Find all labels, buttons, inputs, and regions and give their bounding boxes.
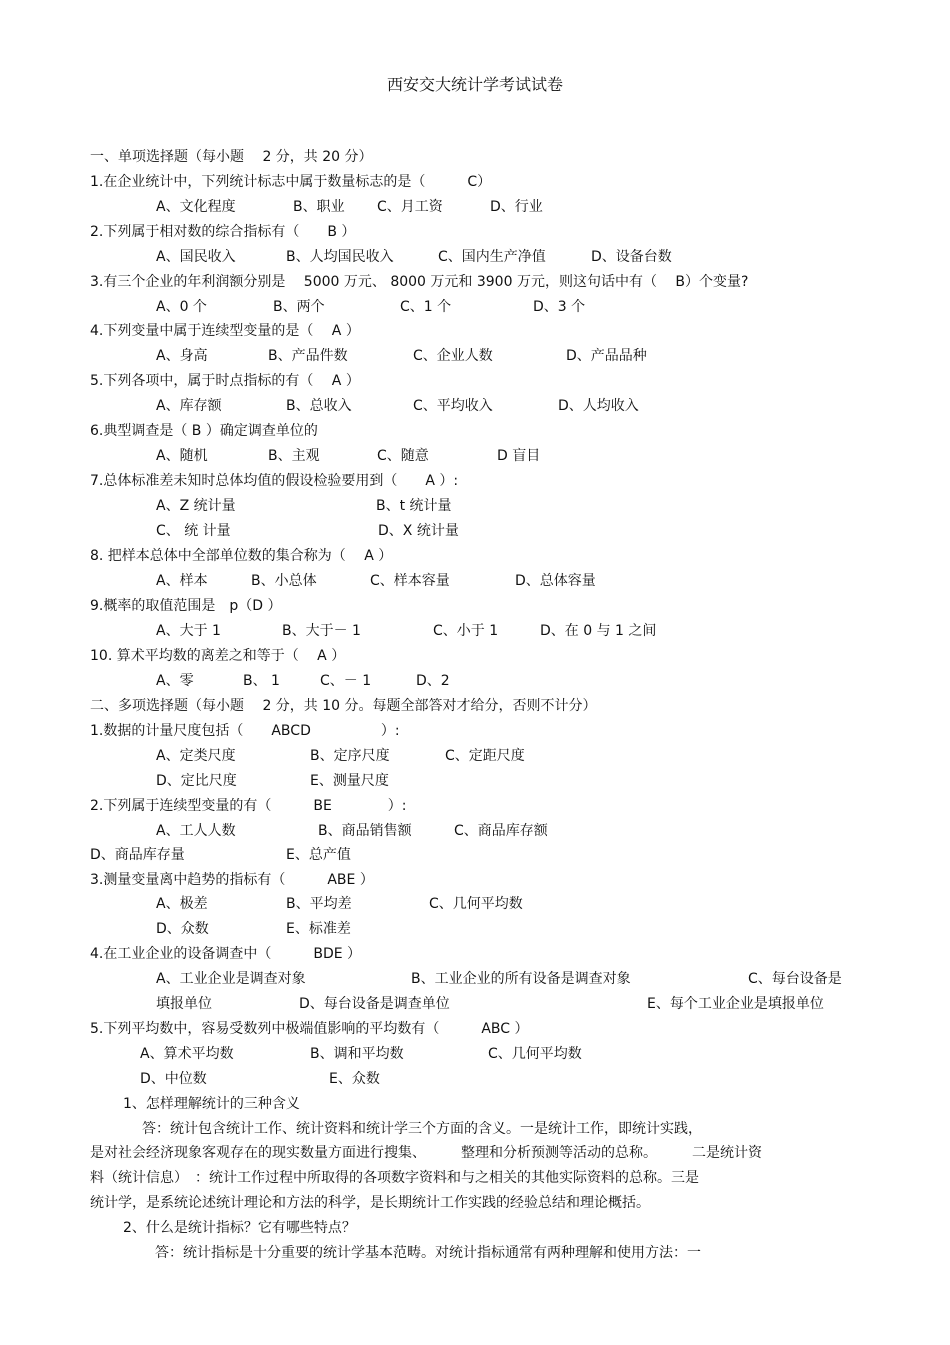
answer-option: B、商品销售额 [318,823,412,839]
answer-option: B、平均差 [286,896,352,912]
answer-option: B、 1 [243,673,280,689]
text-line: 一、单项选择题（每小题 2 分，共 20 分） [90,149,373,165]
answer-option: B、大于－ 1 [282,623,361,639]
answer-option: E、总产值 [286,847,351,863]
answer-option: B、工业企业的所有设备是调查对象 [411,971,631,987]
text-line: 6.典型调查是（ B ）确定调查单位的 [90,423,318,439]
answer-option: C、几何平均数 [488,1046,582,1062]
text-line: 2.下列属于相对数的综合指标有（ B ） [90,224,356,240]
answer-option: D、产品品种 [566,348,647,364]
text-line: 9.概率的取值范围是 p（D ） [90,598,282,614]
text-line: 是对社会经济现象客观存在的现实数量方面进行搜集、 整理和分析预测等活动的总称。 二是统计资 [90,1145,762,1161]
answer-option: C、企业人数 [413,348,493,364]
answer-option: B、职业 [293,199,345,215]
answer-option: E、标准差 [286,921,351,937]
answer-option: C、小于 1 [433,623,499,639]
answer-option: A、算术平均数 [140,1046,234,1062]
text-line: 二、多项选择题（每小题 2 分，共 10 分。每题全部答对才给分，否则不计分） [90,698,597,714]
answer-option: A、随机 [156,448,208,464]
answer-option: B、总收入 [286,398,352,414]
answer-option: D、行业 [490,199,543,215]
text-line: 答：统计指标是十分重要的统计学基本范畴。对统计指标通常有两种理解和使用方法：一 [155,1245,701,1261]
text-line: 3.有三个企业的年利润额分别是 5000 万元、 8000 万元和 3900 万元，则这句话中有（ B）个变量? [90,274,749,290]
text-line: 4.在工业企业的设备调查中（ BDE ） [90,946,362,962]
answer-option: D、在 0 与 1 之间 [540,623,657,639]
answer-option: D、X 统计量 [378,523,459,539]
answer-option: A、样本 [156,573,208,589]
text-line: 2、什么是统计指标？它有哪些特点？ [123,1220,356,1236]
answer-option: C、 统 计量 [156,523,231,539]
answer-option: B、人均国民收入 [286,249,394,265]
answer-option: D、设备台数 [591,249,672,265]
answer-option: A、身高 [156,348,208,364]
text-line: 8. 把样本总体中全部单位数的集合称为（ A ） [90,548,393,564]
answer-option: A、大于 1 [156,623,221,639]
answer-option: D、2 [416,673,450,689]
answer-option: B、两个 [273,299,325,315]
answer-option: E、测量尺度 [310,773,389,789]
answer-option: A、国民收入 [156,249,236,265]
answer-option: D、人均收入 [558,398,639,414]
answer-option: B、定序尺度 [310,748,390,764]
answer-option: 填报单位 [156,996,212,1012]
answer-option: D、中位数 [140,1071,207,1087]
answer-option: A、0 个 [156,299,207,315]
answer-option: C、样本容量 [370,573,450,589]
answer-option: B、调和平均数 [310,1046,404,1062]
text-line: 3.测量变量离中趋势的指标有（ ABE ） [90,872,374,888]
answer-option: E、每个工业企业是填报单位 [647,996,824,1012]
answer-option: B、产品件数 [268,348,348,364]
answer-option: C、1 个 [400,299,452,315]
answer-option: C、定距尺度 [445,748,525,764]
text-line: 料（统计信息） ：统计工作过程中所取得的各项数字资料和与之相关的其他实际资料的总称。三是 [90,1170,699,1186]
text-line: 答：统计包含统计工作、统计资料和统计学三个方面的含义。一是统计工作，即统计实践， [142,1121,702,1137]
text-line: 1.在企业统计中，下列统计标志中属于数量标志的是（ C） [90,174,492,190]
answer-option: A、极差 [156,896,208,912]
answer-option: C、商品库存额 [454,823,548,839]
answer-option: C、平均收入 [413,398,493,414]
text-line: 4.下列变量中属于连续型变量的是（ A ） [90,323,360,339]
answer-option: C、几何平均数 [429,896,523,912]
answer-option: D、众数 [156,921,209,937]
answer-option: A、定类尺度 [156,748,236,764]
answer-option: A、零 [156,673,194,689]
answer-option: B、小总体 [251,573,317,589]
answer-option: C、随意 [377,448,429,464]
text-line: 5.下列各项中，属于时点指标的有（ A ） [90,373,360,389]
answer-option: A、工人人数 [156,823,236,839]
answer-option: C、国内生产净值 [438,249,546,265]
answer-option: C、－ 1 [320,673,372,689]
text-line: 2.下列属于连续型变量的有（ BE ）: [90,798,407,814]
answer-option: A、工业企业是调查对象 [156,971,306,987]
page-title: 西安交大统计学考试试卷 [386,75,563,94]
text-line: 1.数据的计量尺度包括（ ABCD ）: [90,723,400,739]
answer-option: D、3 个 [533,299,586,315]
text-line: 5.下列平均数中，容易受数列中极端值影响的平均数有（ ABC ） [90,1021,529,1037]
answer-option: C、每台设备是 [748,971,842,987]
text-line: 1、怎样理解统计的三种含义 [123,1096,300,1112]
answer-option: A、文化程度 [156,199,236,215]
answer-option: D、每台设备是调查单位 [299,996,450,1012]
answer-option: D 盲目 [497,448,541,464]
answer-option: B、t 统计量 [376,498,452,514]
answer-option: C、月工资 [377,199,443,215]
text-line: 10. 算术平均数的离差之和等于（ A ） [90,648,346,664]
answer-option: A、Z 统计量 [156,498,236,514]
answer-option: A、库存额 [156,398,222,414]
answer-option: D、总体容量 [515,573,596,589]
answer-option: D、定比尺度 [156,773,237,789]
answer-option: D、商品库存量 [90,847,185,863]
answer-option: B、主观 [268,448,320,464]
text-line: 7.总体标准差未知时总体均值的假设检验要用到（ A ）: [90,473,459,489]
text-line: 统计学，是系统论述统计理论和方法的科学，是长期统计工作实践的经验总结和理论概括。 [90,1195,650,1211]
answer-option: E、众数 [329,1071,380,1087]
